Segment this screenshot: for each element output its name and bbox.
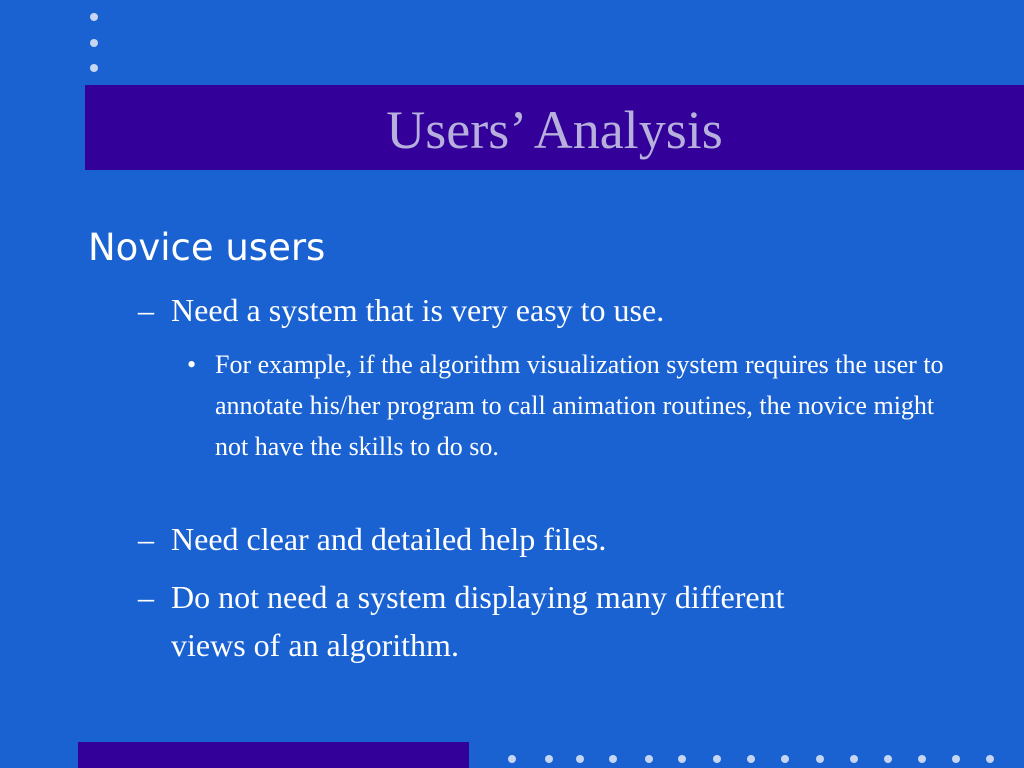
decor-dot bbox=[90, 13, 98, 21]
footer-bar bbox=[78, 742, 469, 768]
decor-dot bbox=[90, 39, 98, 47]
decor-dot bbox=[713, 755, 721, 763]
dash-marker: – bbox=[138, 292, 154, 328]
decor-dot bbox=[781, 755, 789, 763]
list-item bbox=[138, 286, 664, 334]
section-heading: Novice users bbox=[88, 226, 326, 269]
decor-dot bbox=[508, 755, 516, 763]
list-item-text: Do not need a system displaying many different views of an algorithm. bbox=[171, 579, 785, 663]
list-item bbox=[138, 573, 838, 669]
decor-dot bbox=[90, 64, 98, 72]
decor-dot bbox=[986, 755, 994, 763]
dash-marker: – bbox=[138, 521, 154, 557]
decor-dot bbox=[576, 755, 584, 763]
decor-dot bbox=[678, 755, 686, 763]
decor-dot bbox=[609, 755, 617, 763]
decor-dot bbox=[884, 755, 892, 763]
list-item-text: Need a system that is very easy to use. bbox=[171, 292, 665, 328]
title-bar bbox=[85, 85, 1024, 170]
decor-dot bbox=[816, 755, 824, 763]
decor-dot bbox=[545, 755, 553, 763]
list-item-text: Need clear and detailed help files. bbox=[171, 521, 607, 557]
decor-dot bbox=[747, 755, 755, 763]
sub-list-item-text: For example, if the algorithm visualization system requires the user to annotate his/her program to call animation routines, the novice might not have the skills to do so. bbox=[215, 350, 944, 461]
slide-title: Users’ Analysis bbox=[386, 100, 723, 160]
bullet-marker: • bbox=[187, 350, 197, 379]
list-item bbox=[138, 515, 606, 563]
sub-list-item bbox=[187, 344, 947, 467]
dash-marker: – bbox=[138, 579, 154, 615]
decor-dot bbox=[918, 755, 926, 763]
decor-dot bbox=[952, 755, 960, 763]
decor-dot bbox=[645, 755, 653, 763]
decor-dot bbox=[850, 755, 858, 763]
